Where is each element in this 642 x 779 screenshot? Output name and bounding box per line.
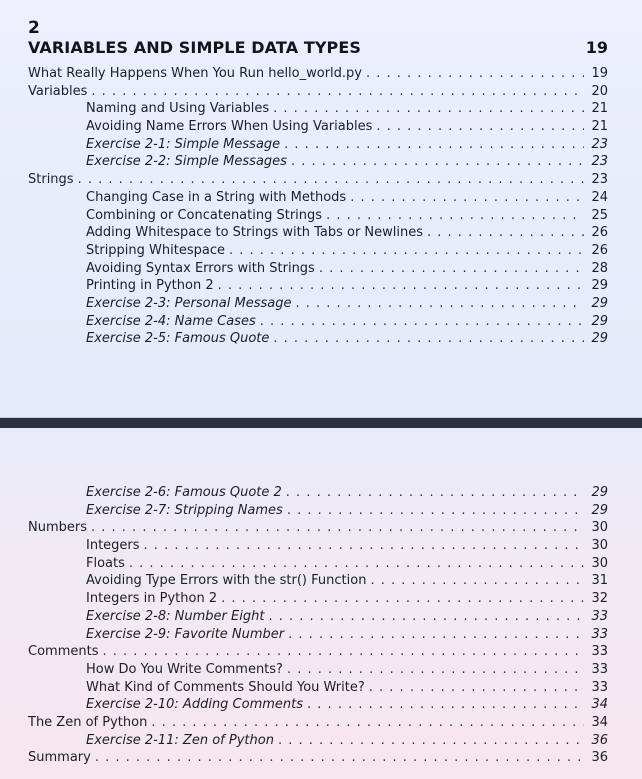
toc-exercise-entry[interactable] (28, 608, 608, 626)
toc-entry-title: Exercise 2-9: Favorite Number (86, 626, 285, 642)
toc-entry-title: What Kind of Comments Should You Write? (86, 679, 365, 695)
dot-leader (78, 171, 584, 189)
toc-entry-page: 32 (591, 591, 608, 607)
dot-leader (350, 189, 584, 207)
toc-entry[interactable] (28, 118, 608, 136)
dot-leader (376, 118, 584, 136)
toc-exercise-entry[interactable] (28, 136, 608, 154)
toc-entry[interactable] (28, 171, 608, 189)
dot-leader (366, 65, 584, 83)
dot-leader (287, 502, 584, 520)
toc-entry[interactable] (28, 555, 608, 573)
dot-leader (273, 100, 584, 118)
toc-entry[interactable] (28, 277, 608, 295)
toc-entry[interactable] (28, 714, 608, 732)
toc-entry-page: 21 (591, 119, 608, 135)
toc-entry-title: Changing Case in a String with Methods (86, 189, 347, 205)
toc-exercise-entry[interactable] (28, 484, 608, 502)
dot-leader (370, 572, 584, 590)
dot-leader (296, 295, 585, 313)
dot-leader (144, 537, 584, 555)
toc-entry-title: Stripping Whitespace (86, 242, 225, 258)
toc-entry-page: 36 (591, 732, 608, 748)
dot-leader (218, 277, 584, 295)
toc-entry-title: Exercise 2-1: Simple Message (86, 136, 281, 152)
toc-entry-page: 29 (591, 278, 608, 294)
toc-entry-title: Avoiding Name Errors When Using Variables (86, 119, 373, 135)
toc-entry-title: What Really Happens When You Run hello_world.py (28, 66, 362, 81)
toc-exercise-entry[interactable] (28, 330, 608, 348)
toc-entry[interactable] (28, 661, 608, 679)
toc-entry-page: 29 (591, 313, 608, 329)
toc-entry-page: 30 (591, 555, 608, 571)
toc-entry-page: 20 (591, 83, 608, 99)
toc-entry-page: 29 (591, 295, 608, 311)
toc-entry-page: 33 (591, 679, 608, 695)
dot-leader (287, 661, 584, 679)
toc-entry-page: 29 (591, 485, 608, 500)
dot-leader (291, 153, 584, 171)
toc-entry-page: 28 (591, 260, 608, 276)
dot-leader (221, 590, 584, 608)
toc-entry-page: 26 (591, 242, 608, 258)
toc-entry-page: 31 (591, 573, 608, 589)
toc-entry-title: Exercise 2-8: Number Eight (86, 608, 265, 624)
toc-entry-title: Summary (28, 750, 91, 766)
dot-leader (151, 714, 584, 732)
dot-leader (307, 696, 584, 714)
toc-exercise-entry[interactable] (28, 626, 608, 644)
dot-leader (129, 555, 584, 573)
toc-entry-title: The Zen of Python (28, 714, 148, 730)
toc-entry-page: 23 (591, 136, 608, 152)
toc-entry-title: Naming and Using Variables (86, 101, 270, 117)
toc-entry-page: 30 (591, 538, 608, 554)
dot-leader (427, 224, 584, 242)
toc-entry[interactable] (28, 100, 608, 118)
toc-entry-page: 24 (591, 189, 608, 205)
toc-page-bottom (0, 428, 642, 779)
toc-entry-page: 21 (591, 101, 608, 117)
toc-entry-title: Exercise 2-3: Personal Message (86, 295, 292, 311)
toc-entry-page: 33 (591, 661, 608, 677)
dot-leader (288, 626, 584, 644)
toc-entry-page: 29 (591, 502, 608, 518)
toc-entry-title: Exercise 2-2: Simple Messages (86, 154, 287, 170)
dot-leader (284, 136, 584, 154)
toc-entry[interactable] (28, 590, 608, 608)
toc-entry-page: 26 (591, 225, 608, 241)
toc-exercise-entry[interactable] (28, 153, 608, 171)
toc-list-bottom (28, 484, 608, 767)
dot-leader (268, 608, 584, 626)
toc-entry[interactable] (28, 519, 608, 537)
dot-leader (91, 83, 584, 101)
dot-leader (369, 679, 584, 697)
toc-entry-title: Exercise 2-7: Stripping Names (86, 502, 283, 518)
toc-entry-title: Integers in Python 2 (86, 591, 218, 607)
toc-entry-title: Exercise 2-4: Name Cases (86, 313, 256, 329)
toc-entry-page: 19 (591, 66, 608, 81)
toc-exercise-entry[interactable] (28, 696, 608, 714)
toc-entry-title: Comments (28, 644, 99, 660)
page-separator (0, 418, 642, 428)
toc-entry-page: 23 (591, 172, 608, 188)
dot-leader (273, 330, 584, 348)
toc-entry-page: 34 (591, 714, 608, 730)
toc-entry-title: Exercise 2-10: Adding Comments (86, 697, 304, 713)
toc-entry-title: Avoiding Syntax Errors with Strings (86, 260, 315, 276)
chapter-page-number: 19 (585, 38, 608, 57)
toc-exercise-entry[interactable] (28, 313, 608, 331)
toc-entry-page: 29 (591, 331, 608, 347)
toc-entry-title: Exercise 2-6: Famous Quote 2 (86, 485, 282, 500)
toc-entry-page: 33 (591, 608, 608, 624)
dot-leader (260, 313, 584, 331)
toc-entry[interactable] (28, 189, 608, 207)
toc-entry-page: 30 (591, 520, 608, 536)
toc-entry-title: Variables (28, 83, 88, 99)
toc-entry-title: Printing in Python 2 (86, 278, 214, 294)
chapter-title: VARIABLES AND SIMPLE DATA TYPES (28, 38, 362, 57)
chapter-heading[interactable] (28, 38, 608, 60)
dot-leader (95, 749, 584, 767)
toc-entry-title: Numbers (28, 520, 87, 536)
toc-entry-title: Exercise 2-5: Famous Quote (86, 331, 270, 347)
toc-entry-page: 23 (591, 154, 608, 170)
toc-entry[interactable] (28, 572, 608, 590)
toc-entry[interactable] (28, 260, 608, 278)
dot-leader (102, 643, 584, 661)
toc-entry-title: Combining or Concatenating Strings (86, 207, 323, 223)
dot-leader (278, 732, 584, 750)
dot-leader (286, 484, 584, 502)
toc-entry[interactable] (28, 83, 608, 101)
toc-entry-page: 33 (591, 626, 608, 642)
dot-leader (319, 260, 584, 278)
chapter-number: 2 (28, 18, 40, 38)
toc-entry-title: How Do You Write Comments? (86, 661, 283, 677)
toc-entry-title: Avoiding Type Errors with the str() Function (86, 573, 367, 589)
dot-leader (326, 207, 584, 225)
toc-entry-title: Adding Whitespace to Strings with Tabs or Newlines (86, 225, 424, 241)
toc-entry-title: Floats (86, 555, 125, 571)
toc-exercise-entry[interactable] (28, 732, 608, 750)
dot-leader (91, 519, 584, 537)
toc-entry-title: Strings (28, 172, 74, 188)
toc-entry-page: 33 (591, 644, 608, 660)
toc-entry[interactable] (28, 537, 608, 555)
toc-entry-page: 36 (591, 750, 608, 766)
toc-entry-page: 34 (591, 697, 608, 713)
toc-entry[interactable] (28, 643, 608, 661)
dot-leader (229, 242, 584, 260)
toc-exercise-entry[interactable] (28, 295, 608, 313)
toc-entry[interactable] (28, 224, 608, 242)
toc-list-top (28, 65, 608, 348)
toc-entry[interactable] (28, 749, 608, 767)
toc-entry[interactable] (28, 65, 608, 83)
toc-exercise-entry[interactable] (28, 502, 608, 520)
toc-entry[interactable] (28, 242, 608, 260)
toc-entry-title: Exercise 2-11: Zen of Python (86, 732, 274, 748)
toc-entry-page: 25 (591, 207, 608, 223)
toc-entry[interactable] (28, 679, 608, 697)
toc-entry-title: Integers (86, 538, 140, 554)
toc-entry[interactable] (28, 207, 608, 225)
